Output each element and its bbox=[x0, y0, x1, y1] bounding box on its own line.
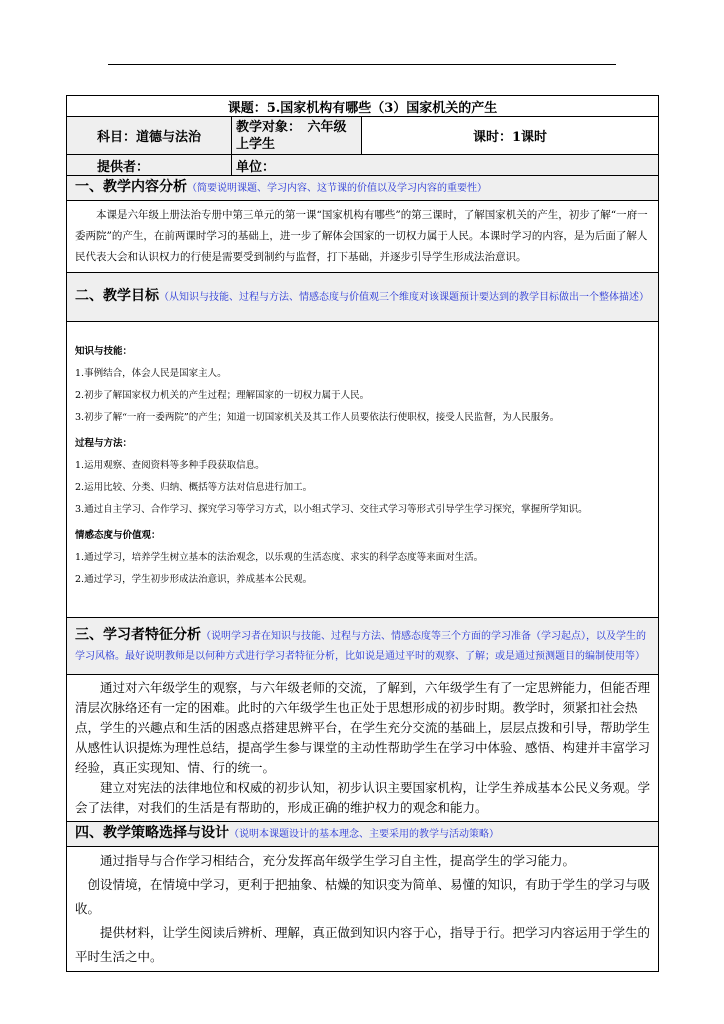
section-3-title: 三、学习者特征分析 bbox=[75, 627, 201, 643]
hours-cell: 课时：1课时 bbox=[362, 117, 659, 155]
goal-item: 3.初步了解“一府一委两院”的产生；知道一切国家机关及其工作人员要依法行使职权，接受人民监督，为人民服务。 bbox=[75, 412, 560, 423]
goal-item: 1.事例结合，体会人民是国家主人。 bbox=[75, 368, 227, 379]
section-1-title: 一、教学内容分析 bbox=[75, 179, 187, 195]
section-2-title: 二、教学目标 bbox=[75, 288, 159, 304]
goal-item: 3.通过自主学习、合作学习、探究学习等学习方式，以小组式学习、交往式学习等形式引导学生学习探究，掌握所学知识。 bbox=[75, 504, 588, 515]
section-1-body: 本课是六年级上册法治专册中第三单元的第一课“国家机构有哪些”的第三课时，了解国家机关的产生，初步了解“一府一委两院”的产生，在前两课时学习的基础上，进一步了解体会国家的一切权力属于人民。本课时学习的内容，是为后面了解人民代表大会和认识权力的行使是需要受到制约与监督，打下基础，并逐步引导学生形成法治意识。 bbox=[67, 201, 659, 273]
section-4-body bbox=[67, 847, 659, 972]
goal-group-title: 知识与技能： bbox=[75, 346, 133, 357]
section-1-heading bbox=[67, 176, 659, 201]
header-rule bbox=[108, 64, 616, 65]
goal-item: 1.运用观察、查阅资料等多种手段获取信息。 bbox=[75, 460, 265, 471]
lesson-plan-table bbox=[66, 95, 659, 972]
section-2-heading bbox=[67, 273, 659, 322]
section-3-note: （说明学习者在知识与技能、过程与方法、情感态度等三个方面的学习准备（学习起点），以及学生的学习风格。最好说明教师是以何种方式进行学习者特征分析，比如说是通过平时的观察、了解；或是通过预测题目的编制使用等） bbox=[75, 631, 646, 662]
paragraph: 提供材料，让学生阅读后辨析、理解，真正做到知识内容于心，指导于行。把学习内容运用于学生的平时生活之中。 bbox=[75, 925, 651, 964]
subject-cell: 科目：道德与法治 bbox=[67, 117, 232, 155]
goal-item: 2.初步了解国家权力机关的产生过程；理解国家的一切权力属于人民。 bbox=[75, 390, 370, 401]
section-2-note: （从知识与技能、过程与方法、情感态度与价值观三个维度对该课题预计要达到的教学目标做出一个整体描述） bbox=[159, 292, 649, 303]
section-1-note: （简要说明课题、学习内容、这节课的价值以及学习内容的重要性） bbox=[187, 183, 487, 194]
section-4-note: （说明本课题设计的基本理念、主要采用的教学与活动策略） bbox=[229, 829, 499, 840]
section-4-title: 四、教学策略选择与设计 bbox=[75, 825, 229, 841]
section-2-goals bbox=[67, 322, 659, 618]
paragraph: 通过指导与合作学习相结合，充分发挥高年级学生学习自主性，提高学生的学习能力。 bbox=[100, 853, 576, 868]
section-3-heading bbox=[67, 618, 659, 675]
audience-cell: 教学对象： 六年级上学生 bbox=[232, 117, 362, 155]
paragraph: 通过对六年级学生的观察，与六年级老师的交流，了解到，六年级学生有了一定思辨能力，但能否理清层次脉络还有一定的困难。此时的六年级学生也正处于思想形成的初步时期。教学时，须紧扣社会热点，学生的兴趣点和生活的困惑点搭建思辨平台，在学生充分交流的基础上，层层点拨和引导，帮助学生从感性认识提炼为理性总结，提高学生参与课堂的主动性帮助学生在学习中体验、感悟、构建并丰富学习经验，真正实现知、情、行的统一。 bbox=[75, 680, 651, 775]
provider-cell: 提供者： bbox=[67, 155, 232, 176]
goal-item: 2.运用比较、分类、归纳、概括等方法对信息进行加工。 bbox=[75, 482, 313, 493]
section-3-body bbox=[67, 675, 659, 822]
goal-item: 2.通过学习，学生初步形成法治意识，养成基本公民观。 bbox=[75, 574, 313, 585]
goal-group-title: 过程与方法： bbox=[75, 438, 133, 449]
goal-item: 1.通过学习，培养学生树立基本的法治观念，以乐观的生活态度、求实的科学态度等来面对生活。 bbox=[75, 552, 484, 563]
lesson-title: 课题：5.国家机构有哪些（3）国家机关的产生 bbox=[67, 96, 659, 117]
unit-cell: 单位： bbox=[232, 155, 659, 176]
section-4-heading bbox=[67, 822, 659, 847]
paragraph: 创设情境，在情境中学习，更利于把抽象、枯燥的知识变为简单、易懂的知识，有助于学生的学习与吸收。 bbox=[75, 877, 651, 916]
paragraph: 建立对宪法的法律地位和权威的初步认知，初步认识主要国家机构，让学生养成基本公民义务观。学会了法律，对我们的生活是有帮助的，形成正确的维护权力的观念和能力。 bbox=[75, 780, 651, 815]
goal-group-title: 情感态度与价值观： bbox=[75, 530, 161, 541]
